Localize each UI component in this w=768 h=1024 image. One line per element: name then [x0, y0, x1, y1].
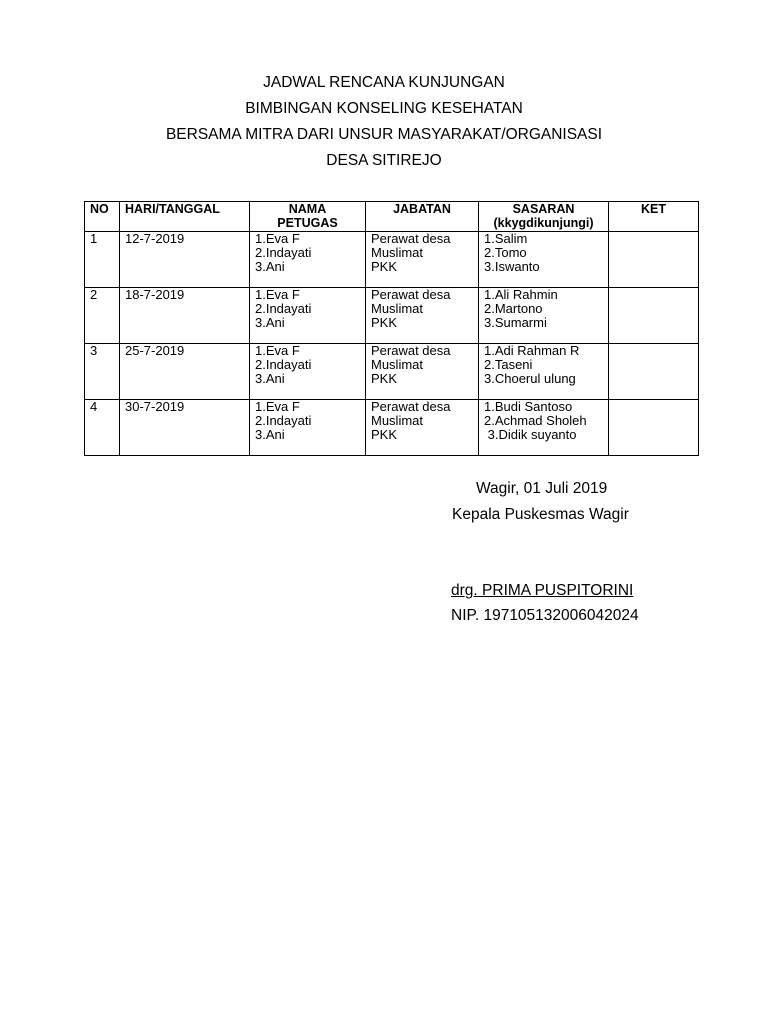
- cell-sasaran: [479, 288, 609, 344]
- sasaran-item: 2.Martono: [484, 301, 543, 316]
- sasaran-item: 3.Iswanto: [484, 259, 540, 274]
- sasaran-item: 2.Tomo: [484, 245, 527, 260]
- cell-no: 3: [85, 344, 120, 400]
- header-nama-line-1: NAMA: [288, 202, 327, 216]
- cell-no: 2: [85, 288, 120, 344]
- petugas-item: 2.Indayati: [255, 301, 312, 316]
- sasaran-item: 1.Ali Rahmin: [484, 287, 558, 302]
- sasaran-item: 1.Salim: [484, 231, 528, 246]
- cell-jabatan: [366, 344, 479, 400]
- cell-sasaran: [479, 400, 609, 456]
- jabatan-item: Perawat desa: [371, 343, 451, 358]
- cell-petugas: [250, 288, 366, 344]
- table-header-row: [85, 202, 699, 232]
- petugas-item: 2.Indayati: [255, 413, 312, 428]
- header-hari-tanggal: HARI/TANGGAL: [120, 202, 250, 232]
- jabatan-item: Muslimat: [371, 301, 424, 316]
- header-ket: KET: [609, 202, 699, 232]
- cell-no: 4: [85, 400, 120, 456]
- cell-jabatan: [366, 288, 479, 344]
- signature-name: [451, 581, 633, 601]
- cell-sasaran: [479, 344, 609, 400]
- table-row: [85, 232, 699, 288]
- cell-jabatan: [366, 232, 479, 288]
- header-nama-petugas: [250, 202, 366, 232]
- header-sasaran-line-2: (kkygdikunjungi): [493, 216, 594, 230]
- sasaran-item: 3.Didik suyanto: [484, 427, 577, 442]
- jabatan-item: Muslimat: [371, 245, 424, 260]
- cell-sasaran: [479, 232, 609, 288]
- jabatan-item: Perawat desa: [371, 399, 451, 414]
- jabatan-item: PKK: [371, 259, 398, 274]
- cell-jabatan: [366, 400, 479, 456]
- petugas-item: 3.Ani: [255, 259, 285, 274]
- sasaran-item: 1.Budi Santoso: [484, 399, 573, 414]
- sasaran-item: 2.Taseni: [484, 357, 533, 372]
- cell-petugas: [250, 400, 366, 456]
- sasaran-item: 3.Sumarmi: [484, 315, 547, 330]
- petugas-item: 1.Eva F: [255, 399, 300, 414]
- cell-petugas: [250, 232, 366, 288]
- jabatan-item: PKK: [371, 371, 398, 386]
- petugas-item: 2.Indayati: [255, 245, 312, 260]
- table-row: [85, 344, 699, 400]
- header-nama-line-2: PETUGAS: [277, 216, 338, 230]
- cell-date: 30-7-2019: [120, 400, 250, 456]
- cell-ket: [609, 344, 699, 400]
- petugas-item: 3.Ani: [255, 427, 285, 442]
- title-line-3: BERSAMA MITRA DARI UNSUR MASYARAKAT/ORGANISASI: [165, 126, 603, 143]
- sasaran-item: 2.Achmad Sholeh: [484, 413, 587, 428]
- signature-place-date: Wagir, 01 Juli 2019: [476, 480, 608, 497]
- petugas-item: 1.Eva F: [255, 287, 300, 302]
- header-jabatan: JABATAN: [366, 202, 479, 232]
- cell-ket: [609, 400, 699, 456]
- jabatan-item: Perawat desa: [371, 231, 451, 246]
- signature-name-text: PRIMA PUSPITORINI: [482, 582, 634, 599]
- cell-ket: [609, 232, 699, 288]
- title-line-2: BIMBINGAN KONSELING KESEHATAN: [245, 100, 523, 117]
- title-line-1: JADWAL RENCANA KUNJUNGAN: [263, 74, 505, 91]
- table-row: [85, 400, 699, 456]
- jabatan-item: PKK: [371, 427, 398, 442]
- cell-date: 18-7-2019: [120, 288, 250, 344]
- signature-position: Kepala Puskesmas Wagir: [452, 506, 629, 523]
- cell-date: 25-7-2019: [120, 344, 250, 400]
- title-line-4: DESA SITIREJO: [326, 152, 442, 169]
- jabatan-item: PKK: [371, 315, 398, 330]
- cell-date: 12-7-2019: [120, 232, 250, 288]
- cell-petugas: [250, 344, 366, 400]
- jabatan-item: Perawat desa: [371, 287, 451, 302]
- header-sasaran: [479, 202, 609, 232]
- header-sasaran-line-1: SASARAN: [512, 202, 575, 216]
- table-row: [85, 288, 699, 344]
- signature-nip: NIP. 197105132006042024: [451, 607, 639, 624]
- header-no: NO: [85, 202, 120, 232]
- jabatan-item: Muslimat: [371, 357, 424, 372]
- jabatan-item: Muslimat: [371, 413, 424, 428]
- petugas-item: 3.Ani: [255, 371, 285, 386]
- petugas-item: 1.Eva F: [255, 231, 300, 246]
- document-title: [0, 70, 768, 174]
- petugas-item: 1.Eva F: [255, 343, 300, 358]
- cell-ket: [609, 288, 699, 344]
- sasaran-item: 1.Adi Rahman R: [484, 343, 580, 358]
- petugas-item: 2.Indayati: [255, 357, 312, 372]
- schedule-table: [84, 201, 699, 456]
- cell-no: 1: [85, 232, 120, 288]
- sasaran-item: 3.Choerul ulung: [484, 371, 576, 386]
- petugas-item: 3.Ani: [255, 315, 285, 330]
- signature-name-prefix: drg.: [451, 582, 478, 599]
